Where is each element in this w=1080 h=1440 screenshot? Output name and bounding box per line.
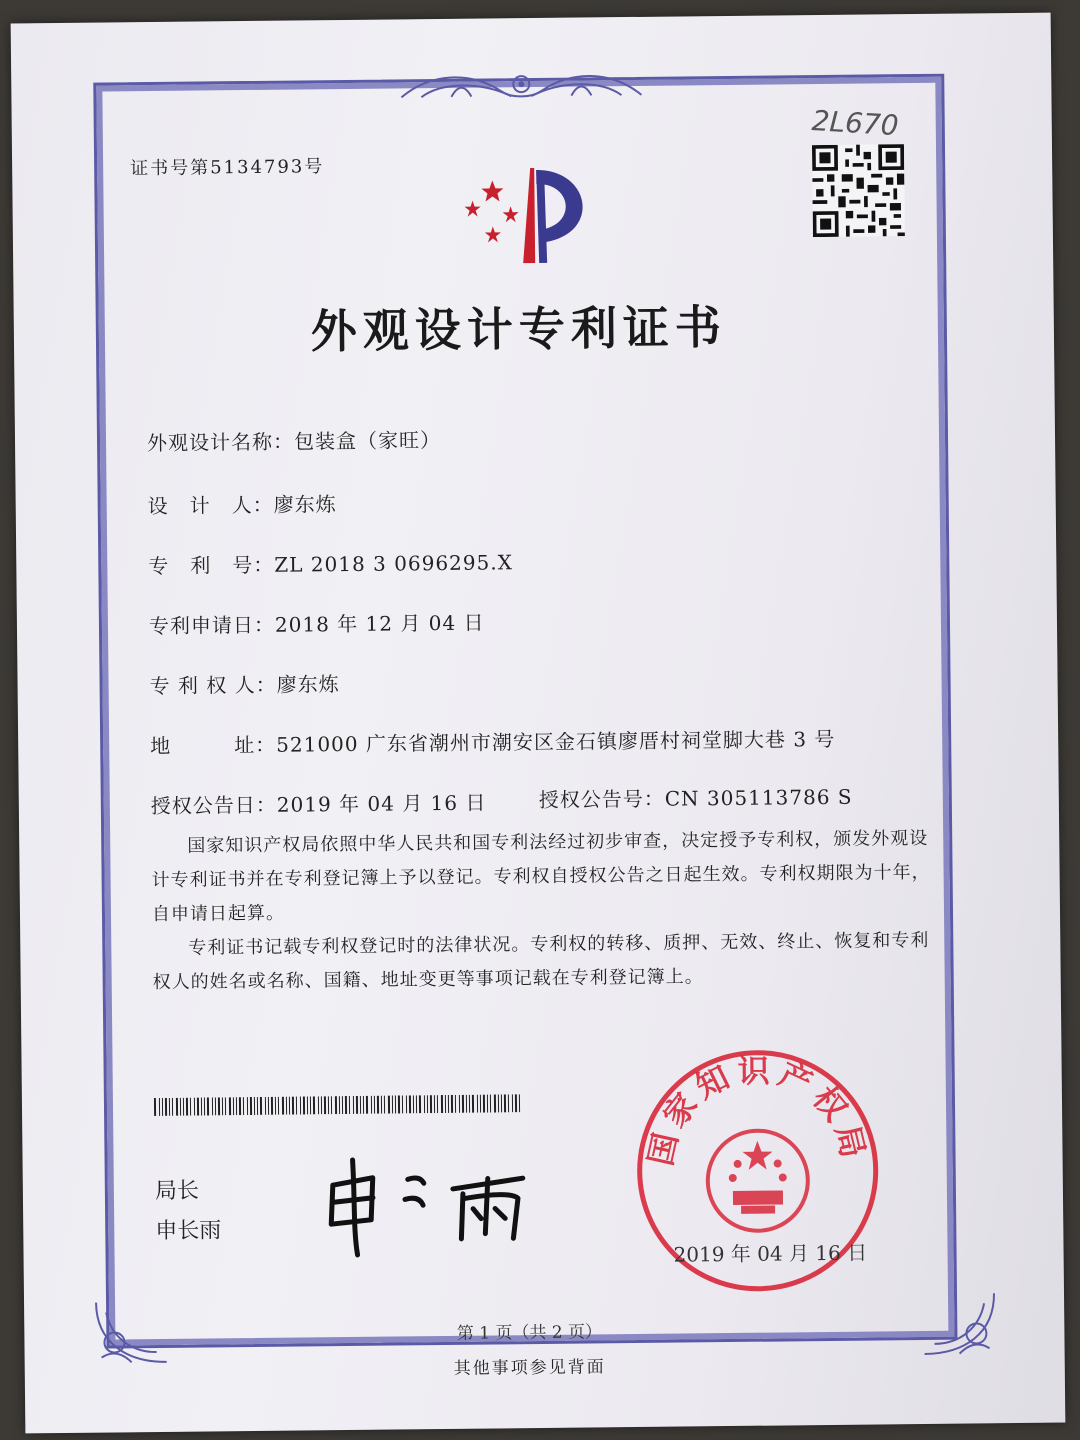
legal-paragraph: 国家知识产权局依照中华人民共和国专利法经过初步审查，决定授予专利权，颁发外观设计专利证书并在专利登记簿上予以登记。专利权自授权公告之日起生效。专利权期限为十年，自申请日起算。 bbox=[151, 827, 931, 926]
footer-note: 其他事项参见背面 bbox=[453, 1357, 606, 1379]
certificate-number: 证书号第5134793号 bbox=[130, 156, 325, 180]
field-value: 2019 年 04 月 16 日 bbox=[276, 790, 487, 817]
field-value: 包装盒（家旺） bbox=[293, 428, 442, 454]
field-design-name bbox=[147, 424, 441, 456]
field-value: 廖东炼 bbox=[273, 492, 337, 517]
field-label: 设 计 人： bbox=[147, 492, 274, 519]
field-label: 授权公告号： bbox=[538, 786, 665, 812]
field-value: CN 305113786 S bbox=[664, 784, 853, 811]
field-grant-date bbox=[151, 787, 487, 820]
handwritten-note: 2L670 bbox=[810, 104, 900, 143]
chief-name: 申长雨 bbox=[155, 1218, 222, 1245]
field-application-date bbox=[149, 607, 485, 640]
qr-code-icon bbox=[812, 144, 905, 237]
field-value: 2018 年 12 月 04 日 bbox=[274, 610, 485, 637]
field-value: 521000 广东省潮州市潮安区金石镇廖厝村祠堂脚大巷 3 号 bbox=[276, 726, 836, 757]
seal-text: 国家知识产权局 bbox=[641, 1051, 874, 1169]
field-announcement-number bbox=[539, 781, 853, 813]
field-label: 授权公告日： bbox=[150, 792, 277, 819]
field-designer bbox=[148, 488, 337, 519]
legal-paragraph: 专利证书记载专利权登记时的法律状况。专利权的转移、质押、无效、终止、恢复和专利权人的姓名或名称、国籍、地址变更等事项记载在专利登记簿上。 bbox=[152, 929, 930, 994]
patent-office-logo-icon bbox=[452, 157, 603, 269]
field-value: 廖东炼 bbox=[276, 672, 340, 697]
field-value: ZL 2018 3 0696295.X bbox=[274, 550, 513, 577]
certificate-title: 外观设计专利证书 bbox=[310, 300, 728, 359]
field-patentee bbox=[149, 668, 339, 699]
field-patent-number bbox=[148, 546, 513, 579]
top-ornament-icon bbox=[391, 65, 651, 108]
field-label: 地 址： bbox=[150, 732, 277, 759]
field-label: 专 利 权 人： bbox=[149, 672, 277, 699]
page-number: 第 1 页（共 2 页） bbox=[456, 1322, 603, 1344]
field-label: 专 利 号： bbox=[148, 552, 275, 579]
field-label: 外观设计名称： bbox=[146, 429, 295, 456]
chief-title: 局长 bbox=[154, 1178, 200, 1205]
certificate-sheet bbox=[11, 13, 1066, 1434]
seal-date: 2019 年 04 月 16 日 bbox=[673, 1240, 868, 1267]
signature-icon bbox=[312, 1138, 573, 1261]
legal-text bbox=[151, 822, 933, 1000]
field-label: 专利申请日： bbox=[148, 612, 276, 639]
